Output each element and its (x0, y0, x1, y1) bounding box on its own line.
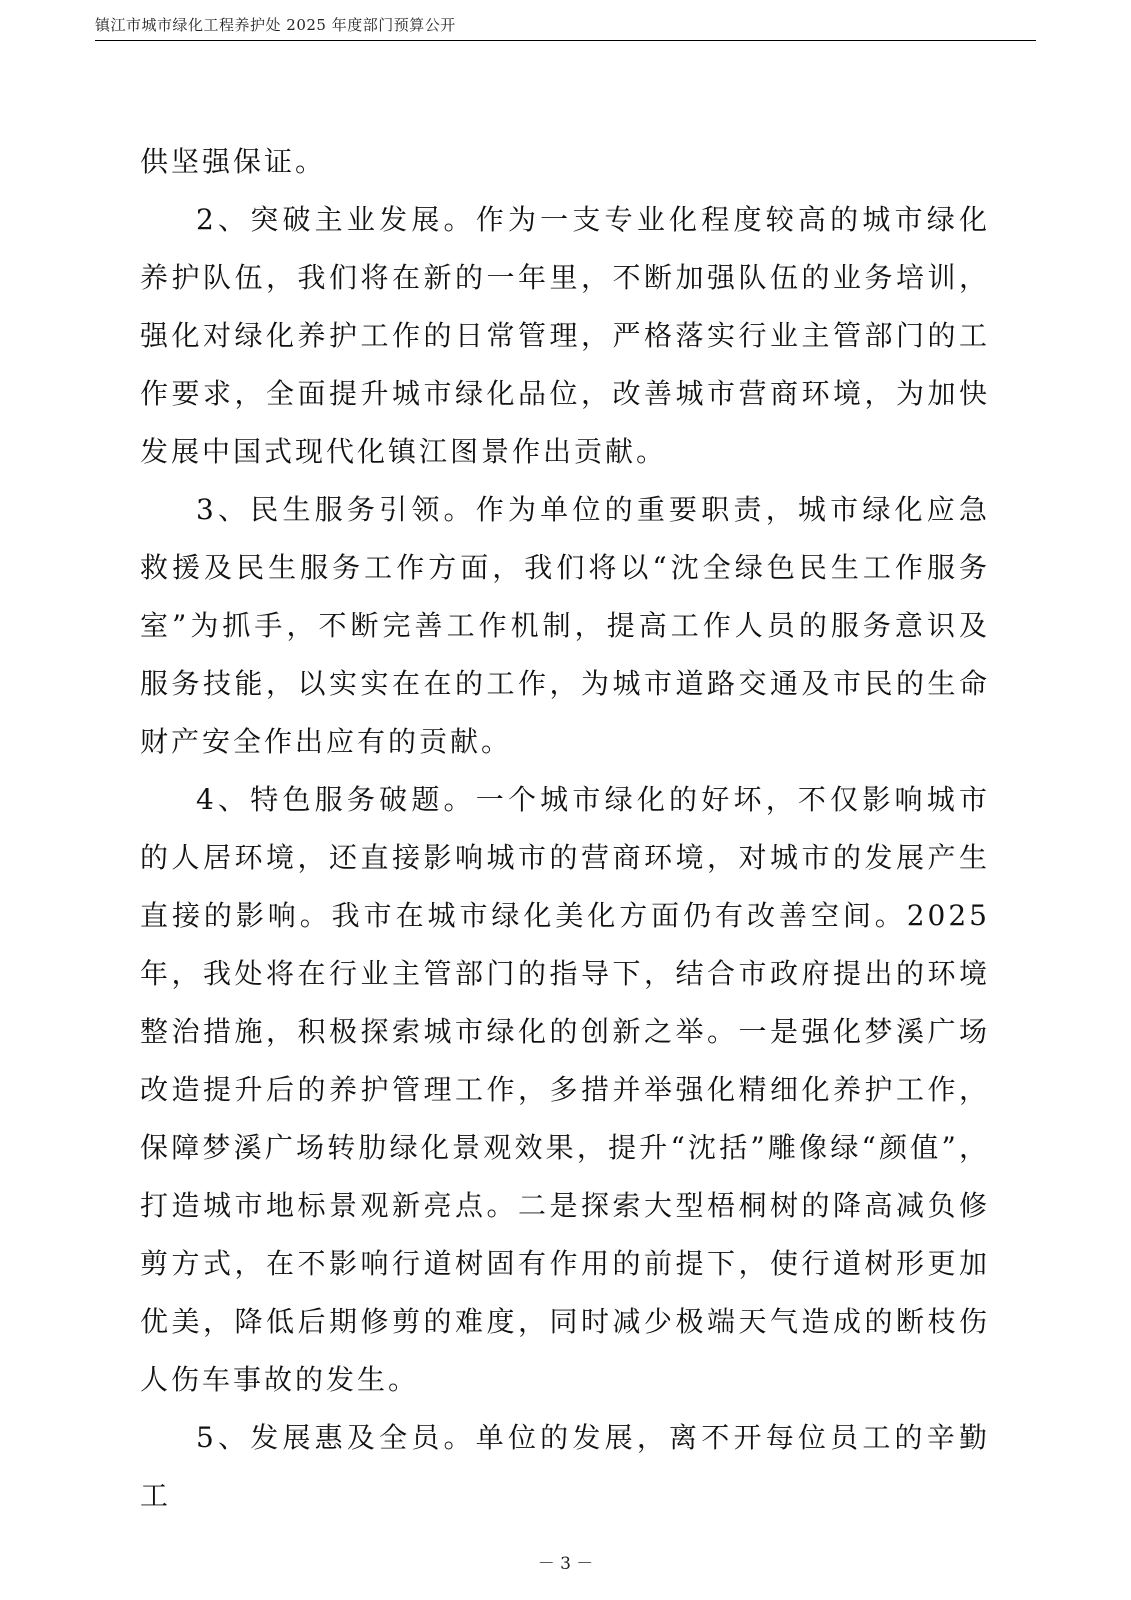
paragraph-item-5: 5、发展惠及全员。单位的发展，离不开每位员工的辛勤工 (140, 1421, 990, 1512)
paragraph-item-3: 3、民生服务引领。作为单位的重要职责，城市绿化应急救援及民生服务工作方面，我们将以“沈全绿色民生工作服务室”为抓手，不断完善工作机制，提高工作人员的服务意识及服务技能，以实实在在的工作，为城市道路交通及市民的生命财产安全作出应有的贡献。 (140, 493, 990, 758)
page-header (95, 14, 1036, 41)
document-body (140, 133, 990, 1525)
paragraph-item-2: 2、突破主业发展。作为一支专业化程度较高的城市绿化养护队伍，我们将在新的一年里，不断加强队伍的业务培训，强化对绿化养护工作的日常管理，严格落实行业主管部门的工作要求，全面提升城市绿化品位，改善城市营商环境，为加快发展中国式现代化镇江图景作出贡献。 (140, 203, 990, 468)
header-title: 镇江市城市绿化工程养护处 2025 年度部门预算公开 (95, 16, 456, 34)
paragraph-item-4: 4、特色服务破题。一个城市绿化的好坏，不仅影响城市的人居环境，还直接影响城市的营商环境，对城市的发展产生直接的影响。我市在城市绿化美化方面仍有改善空间。2025 年，我处将在行业主管部门的指导下，结合市政府提出的环境整治措施，积极探索城市绿化的创新之举。一是强化梦溪广场改造提升后的养护管理工作，多措并举强化精细化养护工作，保障梦溪广场转肋绿化景观效果，提升“沈括”雕像绿“颜值”，打造城市地标景观新亮点。二是探索大型梧桐树的降高减负修剪方式，在不影响行道树固有作用的前提下，使行道树形更加优美，降低后期修剪的难度，同时减少极端天气造成的断枝伤人伤车事故的发生。 (140, 783, 990, 1396)
paragraph-continuation: 供坚强保证。 (140, 145, 327, 178)
page-number: － 3 － (537, 1554, 594, 1574)
